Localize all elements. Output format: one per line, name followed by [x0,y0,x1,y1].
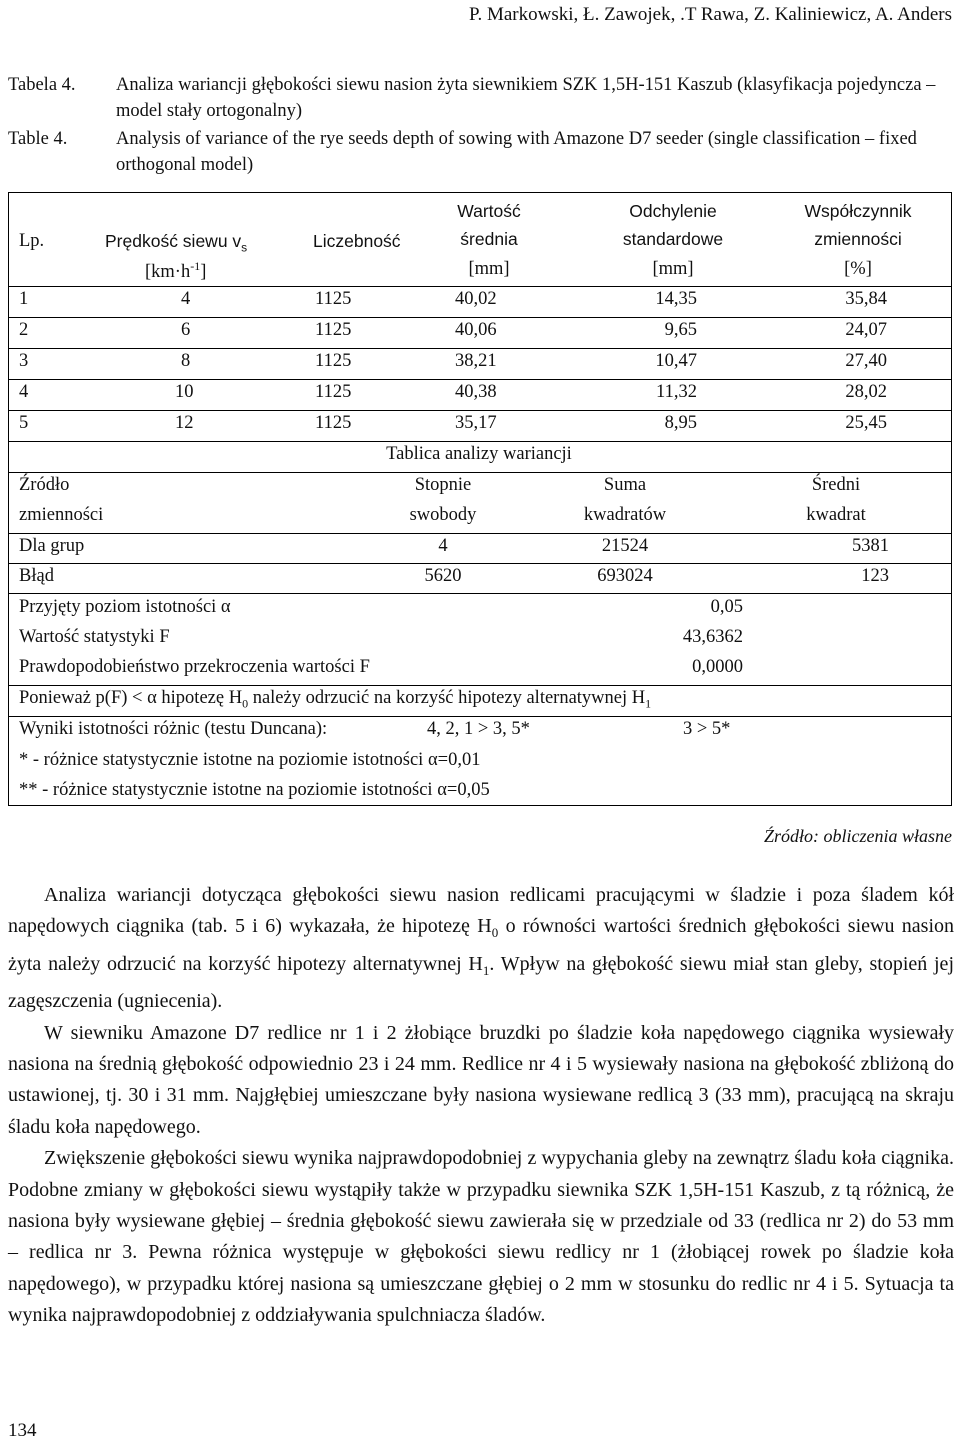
anova-header-source-2: zmienności [19,505,104,525]
anova-row-divider [9,563,951,564]
row-sd: 8,95 [664,413,697,433]
header-mean-1: Wartość [457,201,521,221]
body-text [8,880,954,1332]
paragraph: Zwiększenie głębokości siewu wynika najprawdopodobniej z wypychania gleby na zewnątrz śladu koła ciągnika. Podobne zmiany w głębokości siewu wystąpiły także w przypadku siewnika SZK 1,5H-151 Kaszub, z tą różnicą, że nasiona były wysiewane głębiej – średnia głębokość siewu zawierała się w przedziale od 33 (redlica nr 2) do 53 mm – redlica nr 3. Pewna różnica występuje w głębokości siewu redlicy nr 1 (żłobiącej rowek po śladzie koła napędowego), w przypadku której nasiona są umieszczane głębiej o 2 mm w stosunku do redlic nr 4 i 5. Sytuacja ta wynika najprawdopodobniej z oddziaływania spulchniacza śladów. [8,1147,954,1327]
header-speed: Prędkość siewu $v_s$ [105,231,248,255]
table-caption-pl [8,72,956,124]
anova-row-source: Błąd [19,566,54,586]
p-value: 0,0000 [692,657,743,677]
row-divider [9,410,951,411]
anova-title: Tablica analizy wariancji [386,444,572,464]
row-mean: 38,21 [455,351,497,371]
row-count: 1125 [315,320,352,340]
row-divider [9,379,951,380]
anova-row-source: Dla grup [19,536,85,556]
anova-header-source-1: Źródło [19,475,70,495]
paragraph: W siewniku Amazone D7 redlice nr 1 i 2 żłobiące bruzdki po śladzie koła napędowego ciągnika wysiewały nasiona na średnią głębokość odpowiednio 23 i 24 mm. Redlice nr 4 i 5 wysiewały nasiona na głębokość zbliżoną do ustawionej, tj. 30 i 31 mm. Najgłębiej umieszczane były nasiona wysiewane redlicą 3 (33 mm), pracującą na skraju śladu koła napędowego. [8,1021,954,1138]
row-divider [9,348,951,349]
row-sd: 9,65 [664,320,697,340]
header-mean-2: średnia [460,229,518,249]
anova-row-df: 5620 [424,566,462,586]
anova-header-ss-2: kwadratów [583,505,667,525]
row-mean: 35,17 [455,413,497,433]
row-speed: 8 [181,351,191,371]
caption-label-pl: Tabela 4. [8,75,76,95]
row-count: 1125 [315,413,352,433]
page-number: 134 [8,1420,37,1441]
row-lp: 4 [19,382,29,402]
anova-header-ms-1: Średni [811,475,861,495]
row-speed: 10 [175,382,194,402]
section-divider [9,441,951,442]
anova-row-ms: 5381 [852,536,889,556]
row-speed: 4 [181,289,191,309]
header-cv-1: Współczynnik [804,201,912,221]
anova-row-ss: 693024 [597,566,653,586]
anova-header-ms-2: kwadrat [806,505,866,525]
anova-table [8,192,952,806]
anova-title-divider [9,472,951,473]
anova-row-ms: 123 [861,566,889,586]
paragraph: Analiza wariancji dotycząca głębokości siewu nasion redlicami pracującymi w śladzie i poza śladem kół napędowych ciągnika (tab. 5 i 6) wykazała, że hipotezę $H_0$ o równości wartości średnich głębokości siewu nasion żyta należy odrzucić na korzyść hipotezy alternatywnej $H_1$. Wpływ na głębokość siewu miał stan gleby, stopień jej zagęszczenia (ugniecenia). [8,884,955,1013]
alpha-value: 0,05 [710,597,743,617]
caption-label-en: Table 4. [8,129,68,149]
row-count: 1125 [315,382,352,402]
row-cv: 35,84 [845,289,887,309]
header-cv-2: zmienności [814,229,902,249]
table-source: Źródło: obliczenia własne [764,826,952,846]
anova-header-ss-1: Suma [603,475,647,495]
header-count: Liczebność [313,231,401,251]
row-sd: 10,47 [655,351,697,371]
header-sd-unit: [mm] [652,259,694,279]
row-mean: 40,02 [455,289,497,309]
anova-header-divider [9,533,951,534]
row-cv: 27,40 [845,351,887,371]
caption-text-en: Analysis of variance of the rye seeds depth of sowing with Amazone D7 seeder (single classification – fixed orthogonal model) [116,129,917,175]
header-mean-unit: [mm] [468,259,510,279]
note-1: * - różnice statystycznie istotne na poziomie istotności α=0,01 [19,750,481,770]
row-speed: 12 [175,413,194,433]
row-cv: 25,45 [845,413,887,433]
row-mean: 40,38 [455,382,497,402]
row-cv: 28,02 [845,382,887,402]
alpha-label: Przyjęty poziom istotności α [19,597,231,617]
duncan-value-1: 4, 2, 1 > 3, 5* [427,719,530,739]
anova-header-df-2: swobody [409,505,477,525]
f-label: Wartość statystyki F [19,627,170,647]
p-label: Prawdopodobieństwo przekroczenia wartości F [19,657,370,677]
table-caption-en [8,126,956,178]
anova-row-ss: 21524 [601,536,649,556]
row-count: 1125 [315,351,352,371]
header-sd-1: Odchylenie [629,201,717,221]
row-lp: 5 [19,413,29,433]
row-speed: 6 [181,320,191,340]
note-2: ** - różnice statystycznie istotne na poziomie istotności α=0,05 [19,780,490,800]
row-count: 1125 [315,289,352,309]
duncan-value-2: 3 > 5* [683,719,731,739]
header-speed-unit: $[km\cdot h^{-1}]$ [145,259,207,283]
row-sd: 14,35 [655,289,697,309]
row-divider [9,317,951,318]
row-sd: 11,32 [656,382,697,402]
conclusion-text: Ponieważ p(F) < α hipotezę $H_0$ należy odrzucić na korzyść hipotezy alternatywnej $H_1$ [19,688,652,711]
header-cv-unit: [%] [844,259,872,279]
caption-text-pl: Analiza wariancji głębokości siewu nasion żyta siewnikiem SZK 1,5H-151 Kaszub (klasyfikacja pojedyncza – model stały ortogonalny) [116,75,936,121]
conclusion-divider [9,685,951,686]
row-lp: 1 [19,289,29,309]
duncan-label: Wyniki istotności różnic (testu Duncana): [19,719,328,739]
row-lp: 2 [19,320,29,340]
f-value: 43,6362 [682,627,743,647]
anova-header-df-1: Stopnie [414,475,472,495]
header-lp: Lp. [19,231,45,251]
row-lp: 3 [19,351,29,371]
header-sd-2: standardowe [622,229,724,249]
running-header: P. Markowski, Ł. Zawojek, .T Rawa, Z. Kaliniewicz, A. Anders [468,4,952,25]
row-cv: 24,07 [845,320,887,340]
header-divider [9,286,951,287]
row-mean: 40,06 [455,320,497,340]
duncan-divider [9,716,951,717]
anova-stats-divider [9,593,951,594]
anova-row-df: 4 [438,536,448,556]
